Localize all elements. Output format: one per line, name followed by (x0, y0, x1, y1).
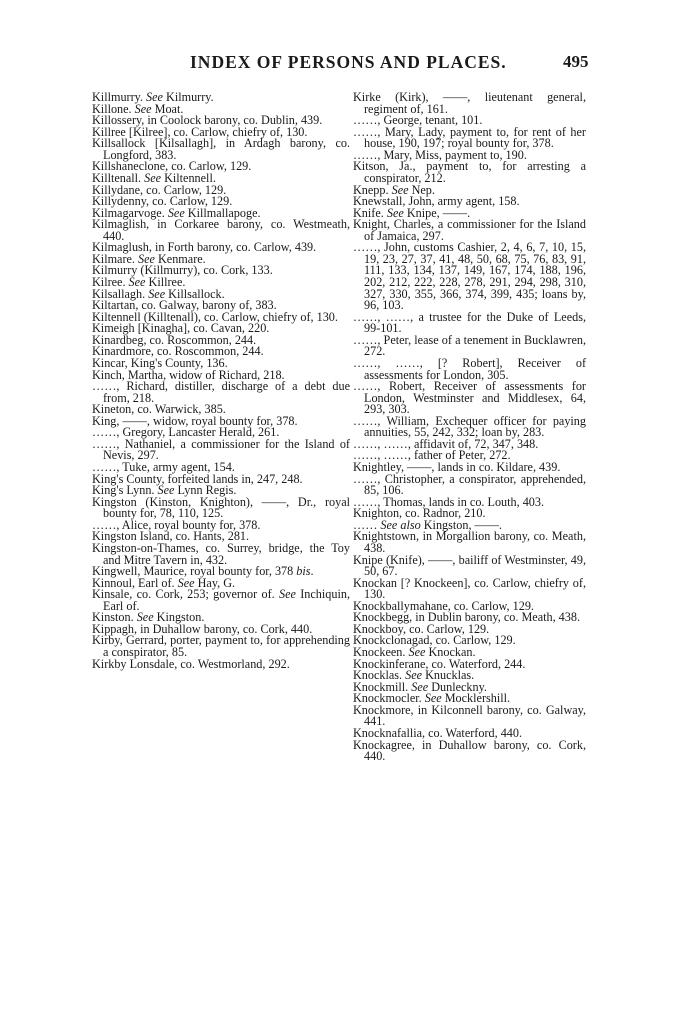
index-entry: ……, Robert, Receiver of assessments for London, Westminster and Middlesex, 64, 293, 303. (353, 379, 586, 417)
index-entry: Kingston-on-Thames, co. Surrey, bridge, the Toy and Mitre Tavern in, 432. (92, 540, 350, 567)
index-entry: Kilmurry (Killmurry), co. Cork, 133. (92, 263, 273, 278)
index-entry: ……, John, customs Cashier, 2, 4, 6, 7, 10, 15, 19, 23, 27, 37, 41, 48, 50, 68, 75, 76, 83, 91, 111, 133, 134, 137, 149, 167, 174, 188, 196, 202, 212, 222, 228, 278, 291, 294, 298, 310, 327, 330, 355, 366, 374, 399, 435; loans by, 96, 103. (353, 240, 586, 313)
index-entry: Knockballymahane, co. Carlow, 129. (353, 598, 534, 613)
index-entry: ……, Christopher, a conspirator, apprehended, 85, 106. (353, 471, 586, 498)
index-entry: Knightley, ——, lands in co. Kildare, 439. (353, 460, 561, 474)
index-entry: Kilree. See Killree. (92, 275, 186, 289)
index-entry: Knighton, co. Radnor, 210. (353, 506, 486, 521)
index-entry: Kingston Island, co. Hants, 281. (92, 529, 250, 544)
index-entry: Kilmaglish, in Corkaree barony, co. Westmeath, 440. (92, 217, 350, 243)
index-entry: Kippagh, in Duhallow barony, co. Cork, 440. (92, 621, 313, 636)
index-entry: Killone. See Moat. (92, 101, 184, 116)
index-entry: Kitson, Ja., payment to, for arresting a conspirator, 212. (353, 159, 586, 185)
index-entry: Killmurry. See Kilmurry. (92, 90, 214, 104)
index-entry: ……, Richard, distiller, discharge of a debt due from, 218. (92, 379, 350, 405)
index-entry: Kirby, Gerrard, porter, payment to, for apprehending a conspirator, 85. (92, 633, 350, 659)
index-entry: ……, George, tenant, 101. (353, 113, 483, 128)
index-entry: Killshaneclone, co. Carlow, 129. (92, 159, 252, 174)
index-entry: ……, William, Exchequer officer for paying annuities, 55, 242, 332; loan by, 283. (353, 413, 586, 440)
index-entry: Knewstall, John, army agent, 158. (353, 194, 520, 209)
index-entry: Kirkby Lonsdale, co. Westmorland, 292. (92, 656, 290, 671)
index-entry: Killsallock [Kilsallagh], in Ardagh barony, co. Longford, 383. (92, 136, 350, 162)
index-entry: Kinsale, co. Cork, 253; governor of. See Inchiquin, Earl of. (92, 587, 350, 613)
index-entry: ……, ……, affidavit of, 72, 347, 348. (353, 436, 539, 451)
index-entry: Knockmocler. See Mocklershill. (353, 691, 511, 706)
index-entry: Kirke (Kirk), ——, lieutenant general, regiment of, 161. (353, 90, 586, 116)
index-entry: King's Lynn. See Lynn Regis. (92, 483, 237, 498)
index-entry: ……, Mary, Miss, payment to, 190. (353, 147, 527, 162)
index-entry: Kincar, King's County, 136. (92, 355, 228, 370)
index-entry: Killydenny, co. Carlow, 129. (92, 194, 233, 209)
index-entry: ……, Peter, lease of a tenement in Bucklawren, 272. (353, 332, 586, 359)
index-entry: Knockagree, in Duhallow barony, co. Cork, 440. (353, 737, 586, 764)
index-entry: Killree [Kilree], co. Carlow, chiefry of, 130. (92, 124, 308, 139)
index-entry: Kinnoul, Earl of. See Hay, G. (92, 575, 236, 590)
index-entry: Kimeigh [Kinagha], co. Cavan, 220. (92, 321, 270, 336)
index-entry: ……, ……, a trustee for the Duke of Leeds, 99-101. (353, 309, 586, 336)
index-entry: ……, Mary, Lady, payment to, for rent of her house, 190, 197; royal bounty for, 378. (353, 124, 586, 151)
index-entry: …… See also Kingston, ——. (353, 517, 502, 532)
index-entry: Knocklas. See Knucklas. (353, 668, 475, 683)
index-entry: Knightstown, in Morgallion barony, co. Meath, 438. (353, 529, 586, 555)
index-entry: Knipe (Knife), ——, bailiff of Westminster, 49, 50, 67. (353, 552, 586, 579)
index-entry: ……, Nathaniel, a commissioner for the Island of Nevis, 297. (92, 436, 350, 463)
index-entry: ……, ……, father of Peter, 272. (353, 448, 511, 463)
index-entry: ……, Thomas, lands in co. Louth, 403. (353, 494, 545, 509)
index-entry: Kilmare. See Kenmare. (92, 251, 206, 266)
index-entry: Knife. See Knipe, ——. (353, 205, 471, 220)
index-entry: ……, Alice, royal bounty for, 378. (92, 517, 261, 532)
page-title: INDEX OF PERSONS AND PLACES. (190, 52, 507, 72)
index-entry: ……, ……, [? Robert], Receiver of assessments for London, 305. (353, 355, 586, 382)
index-entry: Kingwell, Maurice, royal bounty for, 378 bis. (92, 564, 314, 579)
page-number: 495 (563, 52, 589, 71)
index-entry: Kilmaglush, in Forth barony, co. Carlow, 439. (92, 240, 317, 255)
index-entry: Kiltartan, co. Galway, barony of, 383. (92, 298, 277, 313)
index-entry: Knockbegg, in Dublin barony, co. Meath, 438. (353, 610, 581, 625)
index-entry: Knockboy, co. Carlow, 129. (353, 621, 490, 636)
index-entry: Kinch, Martha, widow of Richard, 218. (92, 367, 285, 382)
index-entry: Killossery, in Coolock barony, co. Dublin, 439. (92, 113, 323, 128)
index-entry: King, ——, widow, royal bounty for, 378. (92, 413, 298, 428)
index-entry: ……, Tuke, army agent, 154. (92, 460, 235, 474)
index-column-left (92, 92, 350, 670)
index-entry: Killydane, co. Carlow, 129. (92, 182, 227, 197)
index-column-right (353, 92, 586, 763)
index-entry: Knockeen. See Knockan. (353, 645, 476, 659)
index-entry: Kiltennell (Killtenall), co. Carlow, chiefry of, 130. (92, 309, 338, 324)
index-entry: Knight, Charles, a commissioner for the Island of Jamaica, 297. (353, 217, 586, 243)
index-entry: King's County, forfeited lands in, 247, 248. (92, 471, 303, 486)
index-entry: Kineton, co. Warwick, 385. (92, 402, 226, 417)
index-entry: Kilmagarvoge. See Killmallapoge. (92, 205, 261, 220)
index-entry: Kinardmore, co. Roscommon, 244. (92, 344, 264, 359)
index-entry: Knockmill. See Dunleckny. (353, 679, 487, 694)
index-entry: Knepp. See Nep. (353, 182, 435, 197)
index-entry: Kinston. See Kingston. (92, 610, 205, 625)
index-entry: Kinardbeg, co. Roscommon, 244. (92, 332, 257, 347)
index-entry: Knockan [? Knockeen], co. Carlow, chiefry of, 130. (353, 575, 586, 602)
page-header (0, 52, 674, 76)
index-entry: Kingston (Kinston, Knighton), ——, Dr., royal bounty for, 78, 110, 125. (92, 494, 350, 521)
index-entry: Knocknafallia, co. Waterford, 440. (353, 725, 523, 740)
index-entry: ……, Gregory, Lancaster Herald, 261. (92, 425, 280, 440)
index-entry: Knockmore, in Kilconnell barony, co. Galway, 441. (353, 702, 586, 729)
index-entry: Kilsallagh. See Killsallock. (92, 286, 225, 301)
index-entry: Knockclonagad, co. Carlow, 129. (353, 633, 516, 648)
index-entry: Knockinferane, co. Waterford, 244. (353, 656, 526, 671)
index-entry: Killtenall. See Kiltennell. (92, 170, 216, 185)
